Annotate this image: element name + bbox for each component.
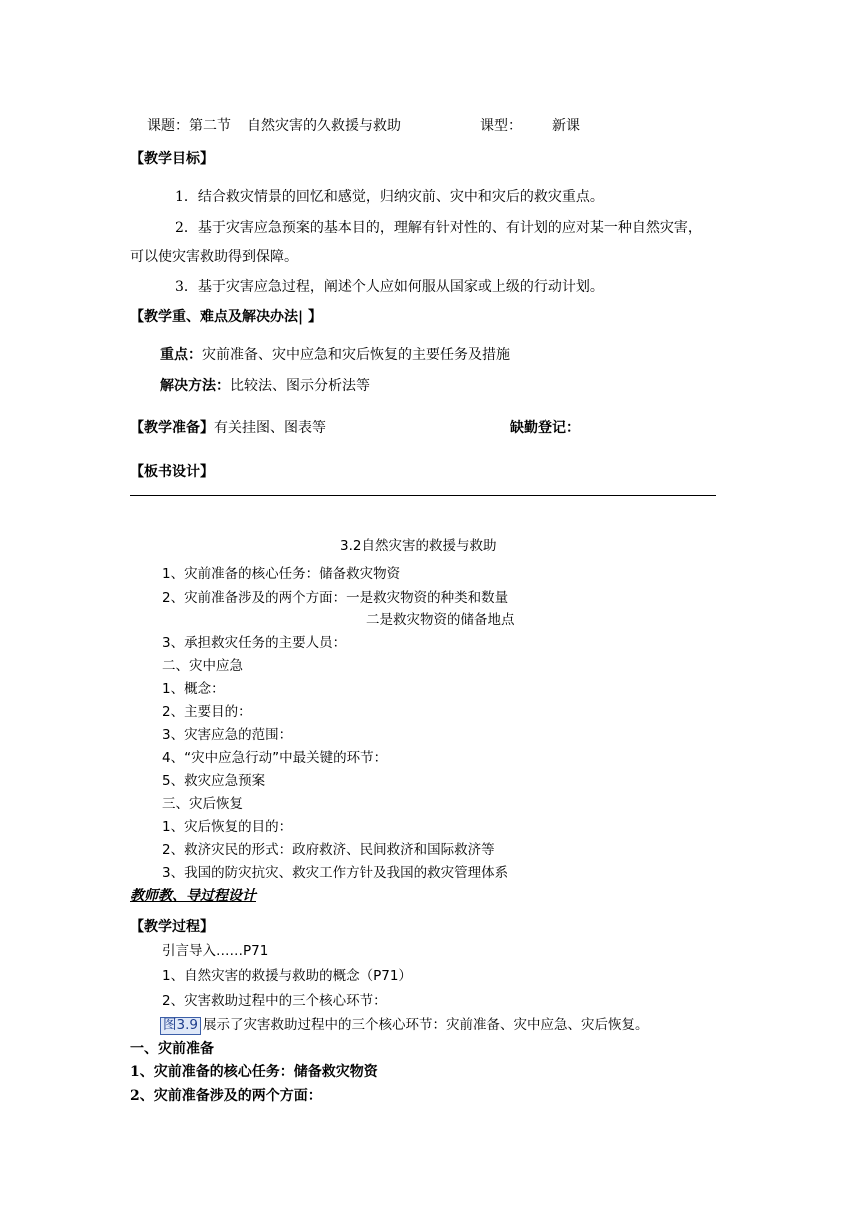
- course-header: [147, 119, 401, 133]
- board-line: 二、灾中应急: [162, 658, 243, 674]
- board-line: 3、承担救灾任务的主要人员：: [162, 635, 347, 651]
- course-type: [480, 119, 580, 133]
- process-line-1: 1、自然灾害的救援与救助的概念（P71）: [162, 968, 412, 984]
- figure-description: 展示了灾害救助过程中的三个核心环节：灾前准备、灾中应急、灾后恢复。: [202, 1017, 649, 1033]
- board-line: 3、我国的防灾抗灾、救灾工作方针及我国的救灾管理体系: [162, 865, 509, 881]
- board-line: 4、“灾中应急行动”中最关键的环节：: [162, 750, 388, 766]
- figure-reference-link[interactable]: 图3.9: [160, 1017, 201, 1035]
- focus-label: 重点：: [160, 347, 202, 363]
- board-line: 三、灾后恢复: [162, 796, 243, 812]
- board-line: 1、概念：: [162, 681, 225, 697]
- process-intro: 引言导入……P71: [162, 943, 269, 959]
- course-section: 第二节: [189, 118, 231, 134]
- board-line: 1、灾后恢复的目的：: [162, 819, 293, 835]
- board-line: 二是救灾物资的储备地点: [366, 612, 515, 628]
- process-subheading-2: 1、灾前准备的核心任务：储备救灾物资: [130, 1064, 378, 1080]
- method-line: [160, 379, 370, 393]
- preparation-text: 有关挂图、图表等: [214, 420, 326, 436]
- process-heading: 【教学过程】: [130, 919, 214, 935]
- board-line: 2、主要目的：: [162, 704, 252, 720]
- process-line-2: 2、灾害救助过程中的三个核心环节：: [162, 993, 387, 1009]
- objective-item-2-line1: 2．基于灾害应急预案的基本目的，理解有针对性的、有计划的应对某一种自然灾害，: [175, 220, 702, 236]
- divider-line: [130, 495, 716, 496]
- method-label: 解决方法：: [160, 378, 230, 394]
- process-subheading-3: 2、灾前准备涉及的两个方面：: [130, 1088, 322, 1104]
- course-label: 课题：: [147, 118, 189, 134]
- board-line: 5、救灾应急预案: [162, 773, 266, 789]
- objective-item-2-line2: 可以使灾害救助得到保障。: [130, 249, 298, 265]
- objective-item-3: 3．基于灾害应急过程，阐述个人应如何服从国家或上级的行动计划。: [175, 279, 604, 295]
- board-line: 3、灾害应急的范围：: [162, 727, 293, 743]
- method-text: 比较法、图示分析法等: [230, 378, 370, 394]
- course-type-label: 课型：: [480, 118, 522, 134]
- board-title: 3.2自然灾害的救援与救助: [340, 538, 497, 554]
- board-line: 2、灾前准备涉及的两个方面：一是救灾物资的种类和数量: [162, 590, 509, 606]
- focus-text: 灾前准备、灾中应急和灾后恢复的主要任务及措施: [202, 347, 510, 363]
- focus-line: [160, 348, 510, 362]
- objective-item-1: 1．结合救灾情景的回忆和感觉，归纳灾前、灾中和灾后的救灾重点。: [175, 189, 604, 205]
- course-title: 自然灾害的久救援与救助: [247, 118, 401, 134]
- key-points-heading: 【教学重、难点及解决办法| 】: [130, 309, 322, 325]
- preparation-line: [130, 421, 326, 435]
- figure-line: [160, 1017, 648, 1035]
- board-line: 2、救济灾民的形式：政府救济、民间救济和国际救济等: [162, 842, 495, 858]
- board-line: 1、灾前准备的核心任务：储备救灾物资: [162, 566, 401, 582]
- course-type-value: 新课: [552, 118, 580, 134]
- attendance-label: 缺勤登记：: [510, 420, 580, 436]
- board-heading: 【板书设计】: [130, 464, 214, 480]
- preparation-heading: 【教学准备】: [130, 420, 214, 436]
- objectives-heading: 【教学目标】: [130, 151, 214, 167]
- teacher-design-heading: 教师教、导过程设计: [130, 888, 256, 904]
- process-subheading-1: 一、灾前准备: [130, 1041, 214, 1057]
